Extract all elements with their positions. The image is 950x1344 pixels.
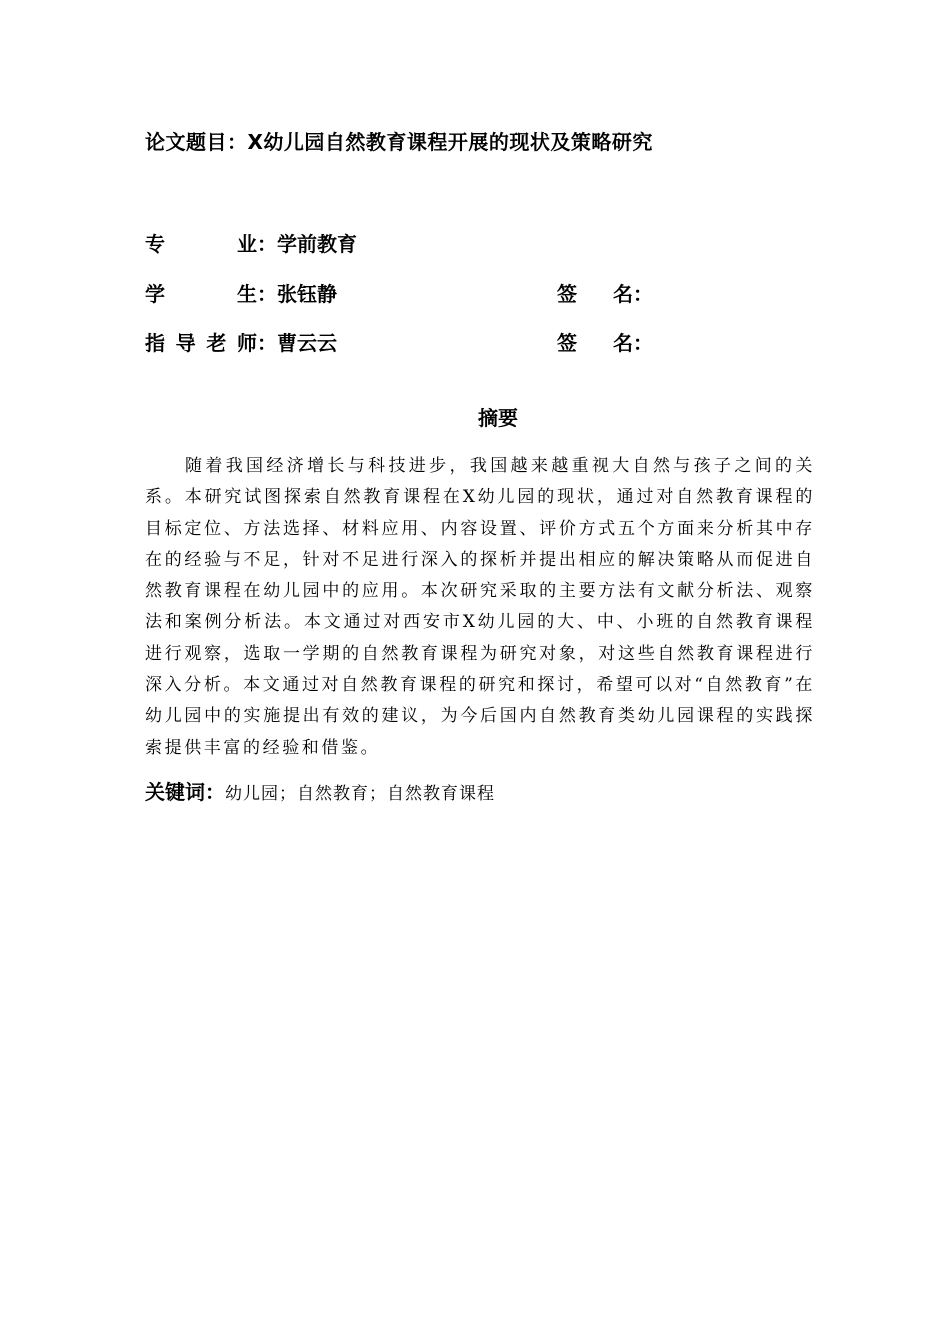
advisor-label: 指导老师 xyxy=(145,331,257,355)
student-label: 学生 xyxy=(145,282,257,306)
abstract-body: 随着我国经济增长与科技进步，我国越来越重视大自然与孩子之间的关系。本研究试图探索自然教育课程在X幼儿园的现状，通过对自然教育课程的目标定位、方法选择、材料应用、内容设置、评价方式五个方面来分析其中存在的经验与不足，针对不足进行深入的探析并提出相应的解决策略从而促进自然教育课程在幼儿园中的应用。本次研究采取的主要方法有文献分析法、观察法和案例分析法。本文通过对西安市X幼儿园的大、中、小班的自然教育课程进行观察，选取一学期的自然教育课程为研究对象，对这些自然教育课程进行深入分析。本文通过对自然教育课程的研究和探讨，希望可以对“自然教育”在幼儿园中的实施提出有效的建议，为今后国内自然教育类幼儿园课程的实践探索提供丰富的经验和借鉴。 xyxy=(145,456,815,758)
student-row xyxy=(145,278,845,308)
student-value: 张钰静 xyxy=(277,282,337,306)
student-colon: ： xyxy=(257,282,277,306)
keywords-label: 关键词： xyxy=(145,780,225,804)
advisor-signature-colon: ： xyxy=(633,331,653,355)
thesis-title-label: 论文题目： xyxy=(145,130,248,154)
advisor-signature-field xyxy=(557,327,653,356)
advisor-row xyxy=(145,327,845,357)
major-colon: ： xyxy=(257,232,277,256)
major-label: 专业 xyxy=(145,232,257,256)
student-signature-field xyxy=(557,278,653,307)
advisor-colon: ： xyxy=(257,331,277,355)
abstract-heading: 摘要 xyxy=(478,406,518,430)
major-value: 学前教育 xyxy=(277,232,357,256)
student-signature-colon: ： xyxy=(633,282,653,306)
keywords-line xyxy=(145,776,495,805)
advisor-value: 曹云云 xyxy=(277,331,337,355)
thesis-title-value: X幼儿园自然教育课程开展的现状及策略研究 xyxy=(247,130,653,154)
thesis-title xyxy=(145,126,653,155)
student-signature-label: 签名 xyxy=(557,282,633,306)
advisor-signature-label: 签名 xyxy=(557,331,633,355)
keywords-value: 幼儿园；自然教育；自然教育课程 xyxy=(225,784,495,804)
major-row xyxy=(145,228,845,258)
